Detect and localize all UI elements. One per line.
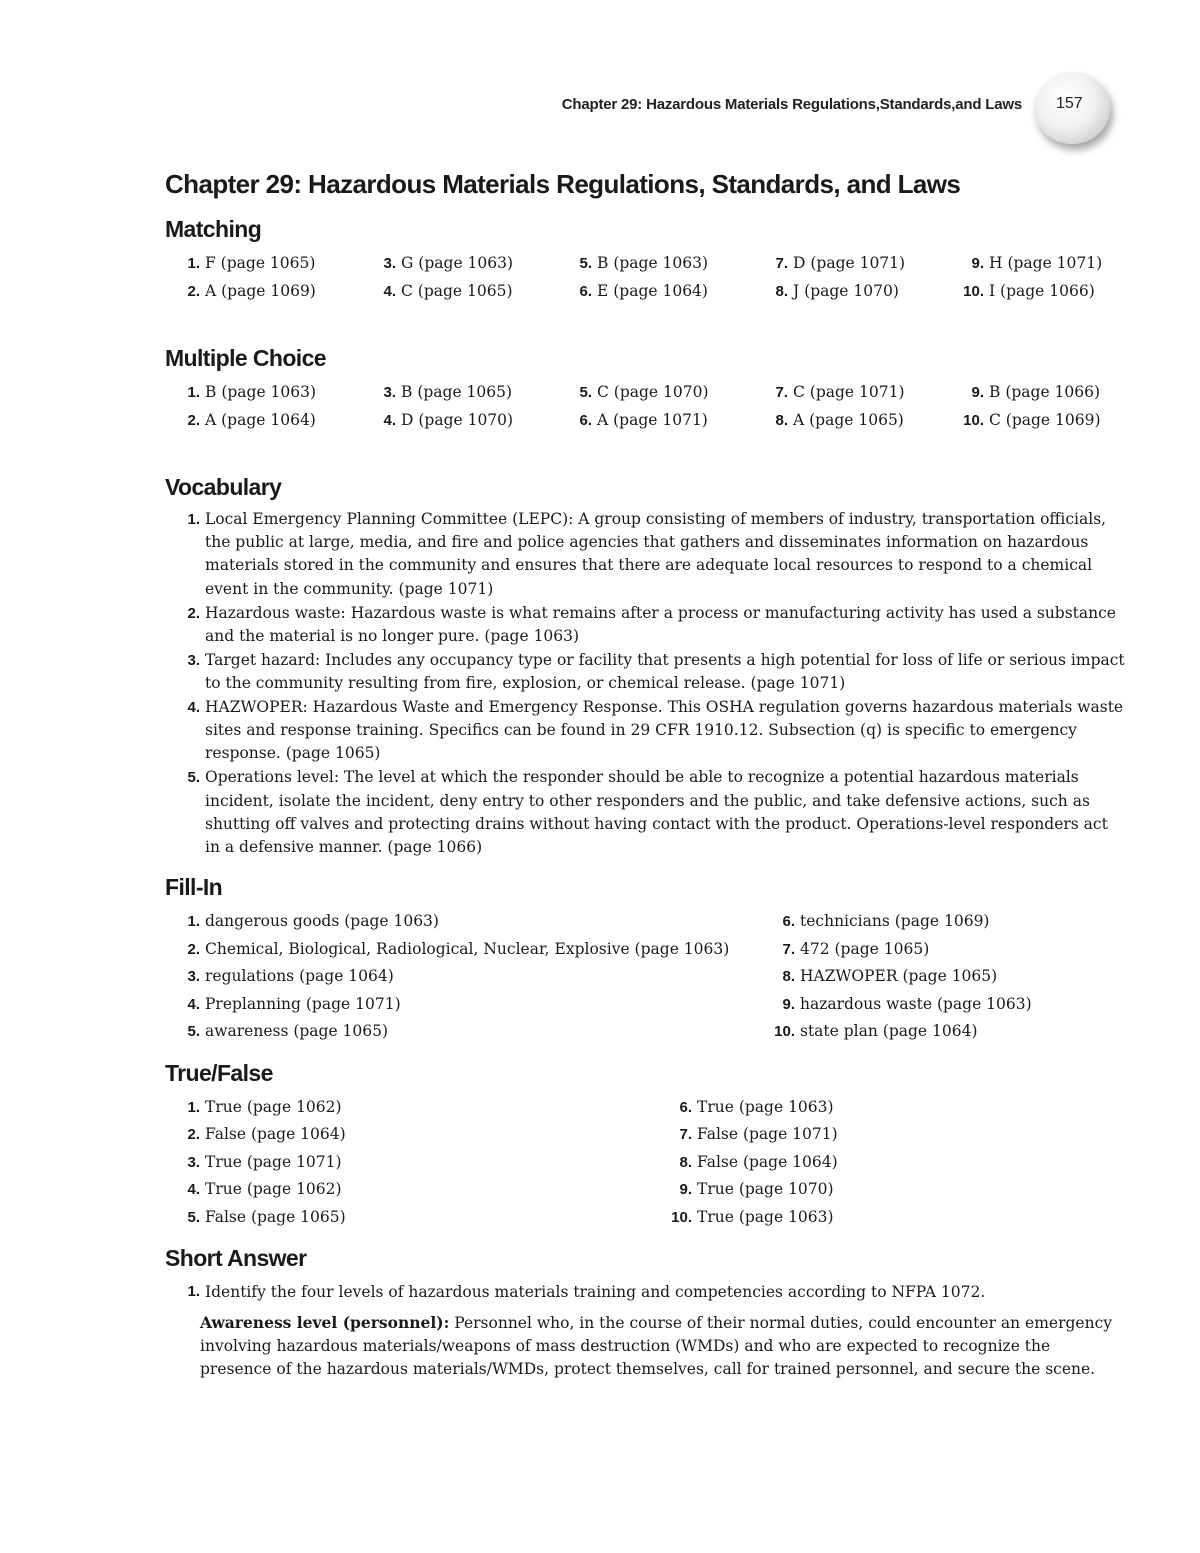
matching-item: 10. I (page 1066) [963, 281, 1095, 300]
page-content [165, 166, 1125, 1382]
short-answer-heading: Short Answer [165, 1245, 307, 1272]
fill-in-item: 7. 472 (page 1065) [782, 939, 930, 958]
multiple-choice-heading: Multiple Choice [165, 345, 326, 371]
matching-item: 2. A (page 1069) [187, 281, 316, 300]
vocabulary-item: 1. Local Emergency Planning Committee (LEPC): A group consisting of members of industry, transportation officials, the public at large, media, and fire and police agencies that gathers and disseminates information on hazardous materials stored in the community and ensures that there are adequate local resources to respond to a chemical event in the community. (page 1071) [187, 510, 1107, 598]
matching-item: 8. J (page 1070) [775, 281, 899, 300]
true-false-section [165, 1056, 1125, 1232]
matching-item: 3. G (page 1063) [383, 254, 514, 272]
mc-item: 6. A (page 1071) [579, 410, 708, 429]
fill-in-grid [165, 908, 1125, 1046]
vocabulary-item: 3. Target hazard: Includes any occupancy type or facility that presents a high potential for loss of life or serious impact to the community resulting from fire, explosion, or chemical release. (page 1071) [187, 650, 1125, 693]
page-number: 157 [1056, 95, 1083, 112]
vocabulary-heading: Vocabulary [165, 474, 282, 500]
fill-in-item: 2. Chemical, Biological, Radiological, Nuclear, Explosive (page 1063) [187, 939, 730, 958]
true-false-item: 3. True (page 1071) [187, 1152, 342, 1171]
mc-item: 3. B (page 1065) [383, 383, 513, 401]
true-false-item: 9. True (page 1070) [679, 1180, 834, 1199]
mc-item: 7. C (page 1071) [775, 383, 905, 401]
matching-grid [165, 250, 1125, 305]
fill-in-item: 6. technicians (page 1069) [782, 912, 990, 931]
fill-in-heading: Fill-In [165, 874, 223, 901]
fill-in-section [165, 870, 1125, 1046]
matching-item: 5. B (page 1063) [579, 254, 709, 272]
answer-text: Personnel who, in the course of their normal duties, could encounter an emergency involving hazardous materials/weapons of mass destruction (WMDs) and who are expected to recognize the presence of the hazardous materials/WMDs, protect themselves, call for trained personnel, and secure the scene. [200, 1314, 1113, 1379]
fill-in-item: 4. Preplanning (page 1071) [187, 994, 401, 1013]
true-false-grid [165, 1094, 1125, 1232]
mc-item: 5. C (page 1070) [579, 383, 709, 401]
mc-item: 9. B (page 1066) [971, 383, 1101, 401]
matching-section [165, 212, 1125, 305]
true-false-item: 8. False (page 1064) [679, 1152, 838, 1171]
mc-item: 2. A (page 1064) [187, 410, 316, 429]
vocabulary-section [165, 470, 1125, 859]
true-false-heading: True/False [165, 1059, 273, 1086]
fill-in-item: 8. HAZWOPER (page 1065) [782, 967, 998, 986]
mc-item: 4. D (page 1070) [383, 410, 514, 429]
chapter-title: Chapter 29: Hazardous Materials Regulations, Standards, and Laws [165, 169, 961, 199]
vocabulary-item: 4. HAZWOPER: Hazardous Waste and Emergency Response. This OSHA regulation governs hazardous materials waste sites and response training. Specifics can be found in 29 CFR 1910.12. Subsection (q) is specific to emergency response. (page 1065) [187, 698, 1124, 763]
fill-in-item: 1. dangerous goods (page 1063) [187, 912, 439, 931]
matching-item: 1. F (page 1065) [187, 254, 316, 272]
fill-in-item: 3. regulations (page 1064) [187, 967, 394, 986]
matching-item: 4. C (page 1065) [383, 281, 513, 300]
matching-item: 9. H (page 1071) [971, 254, 1103, 272]
short-answer-section [165, 1241, 1125, 1382]
multiple-choice-grid [165, 379, 1125, 434]
vocabulary-list [165, 508, 1125, 859]
true-false-item: 10. True (page 1063) [671, 1207, 834, 1226]
fill-in-item: 10. state plan (page 1064) [774, 1022, 978, 1041]
fill-in-item: 5. awareness (page 1065) [187, 1022, 389, 1041]
matching-heading: Matching [165, 216, 262, 242]
true-false-item: 1. True (page 1062) [187, 1097, 342, 1116]
multiple-choice-section [165, 341, 1125, 434]
answer-label: Awareness level (personnel): [200, 1313, 450, 1333]
true-false-item: 4. True (page 1062) [187, 1180, 342, 1199]
mc-item: 1. B (page 1063) [187, 383, 317, 401]
matching-item: 6. E (page 1064) [579, 281, 708, 300]
true-false-item: 5. False (page 1065) [187, 1207, 346, 1226]
true-false-item: 2. False (page 1064) [187, 1125, 346, 1144]
mc-item: 8. A (page 1065) [775, 410, 904, 429]
vocabulary-item: 2. Hazardous waste: Hazardous waste is what remains after a process or manufacturing activity has used a substance and the material is no longer pure. (page 1063) [187, 603, 1116, 645]
true-false-item: 7. False (page 1071) [679, 1125, 838, 1144]
running-head: Chapter 29: Hazardous Materials Regulations,Standards,and Laws [561, 96, 1022, 113]
matching-item: 7. D (page 1071) [775, 254, 906, 272]
true-false-item: 6. True (page 1063) [679, 1097, 834, 1116]
short-answer-answer [200, 1311, 1120, 1382]
mc-item: 10. C (page 1069) [963, 410, 1101, 429]
vocabulary-item: 5. Operations level: The level at which the responder should be able to recognize a potential hazardous materials incident, isolate the incident, deny entry to other responders and the public, and take defensive actions, such as shutting off valves and protecting drains without having contact with the product. Operations-level responders act in a defensive manner. (page 1066) [187, 768, 1108, 857]
short-answer-question: 1. Identify the four levels of hazardous materials training and competencies according to NFPA 1072. [187, 1283, 986, 1302]
fill-in-item: 9. hazardous waste (page 1063) [782, 994, 1032, 1013]
